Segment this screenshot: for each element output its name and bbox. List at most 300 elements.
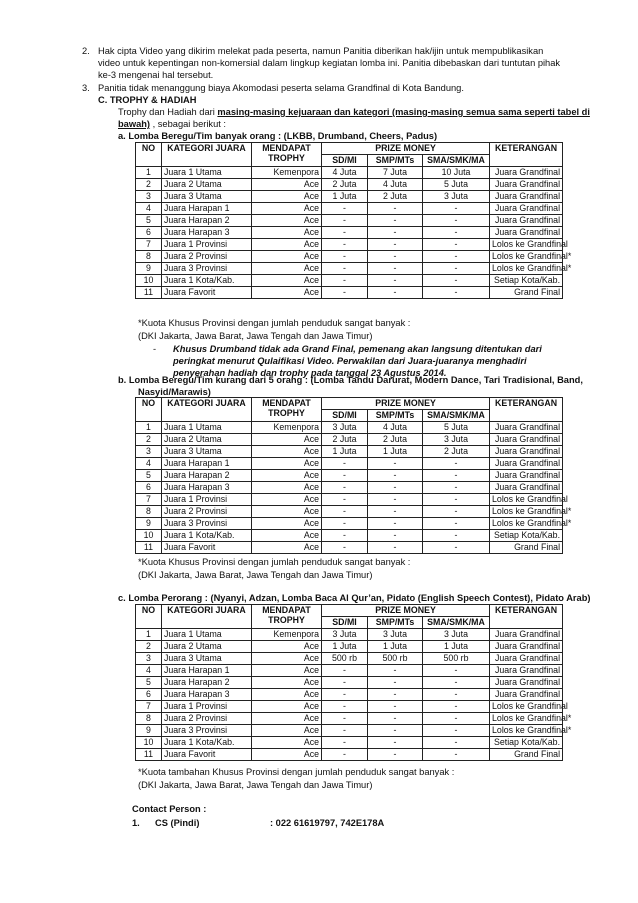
- table-row: [136, 542, 563, 554]
- cell-smp: 1 Juta: [368, 446, 423, 458]
- cell-no: 2: [136, 434, 162, 446]
- cell-trophy: Ace: [252, 251, 322, 263]
- header-sma: SMA/SMK/MA: [423, 410, 490, 422]
- cell-smp: 2 Juta: [368, 434, 423, 446]
- cell-trophy: Ace: [252, 713, 322, 725]
- cell-keterangan: Setiap Kota/Kab.: [490, 530, 563, 542]
- table-row: [136, 518, 563, 530]
- cell-keterangan: Lolos ke Grandfinal*: [490, 518, 563, 530]
- cell-keterangan: Juara Grandfinal: [490, 482, 563, 494]
- table-row: [136, 749, 563, 761]
- cell-trophy: Ace: [252, 227, 322, 239]
- table-row: [136, 203, 563, 215]
- cell-kategori: Juara 1 Utama: [162, 167, 252, 179]
- intro-item-2-text: Hak cipta Video yang dikirim melekat pada peserta, namun Panitia diberikan hak/ijin untuk mempublikasikan video untuk kepentingan non-komersial dalam lingkup kegiatan lomba ini. Panitia dibebaskan dari tuntutan pihak ke-3 mengenai hal tersebut.: [98, 46, 561, 80]
- table-row: [136, 725, 563, 737]
- cell-kategori: Juara Harapan 1: [162, 458, 252, 470]
- cell-trophy: Ace: [252, 203, 322, 215]
- cell-smp: 2 Juta: [368, 191, 423, 203]
- cell-trophy: Ace: [252, 530, 322, 542]
- table-row: [136, 239, 563, 251]
- header-smp: SMP/MTs: [368, 617, 423, 629]
- cell-sma: -: [423, 251, 490, 263]
- cell-no: 1: [136, 422, 162, 434]
- cell-sd: -: [322, 203, 368, 215]
- cell-trophy: Ace: [252, 434, 322, 446]
- cell-sd: -: [322, 239, 368, 251]
- table-row: [136, 677, 563, 689]
- table-row: [136, 482, 563, 494]
- cell-trophy: Ace: [252, 458, 322, 470]
- cell-keterangan: Juara Grandfinal: [490, 203, 563, 215]
- cell-keterangan: Juara Grandfinal: [490, 665, 563, 677]
- table-row: [136, 167, 563, 179]
- header-keterangan: KETERANGAN: [490, 605, 563, 629]
- table-row: [136, 665, 563, 677]
- header-sd: SD/MI: [322, 410, 368, 422]
- cell-no: 9: [136, 263, 162, 275]
- cell-kategori: Juara Harapan 2: [162, 215, 252, 227]
- table-c-title: c. Lomba Perorang : (Nyanyi, Adzan, Lomba Baca Al Qur’an, Pidato (English Speech Contest), Pidato Arab): [118, 593, 591, 603]
- cell-no: 9: [136, 518, 162, 530]
- intro-item-3-text: Panitia tidak menanggung biaya Akomodasi peserta selama Grandfinal di Kota Bandung.: [98, 83, 464, 93]
- cell-no: 8: [136, 713, 162, 725]
- cell-sma: 3 Juta: [423, 629, 490, 641]
- cell-trophy: Ace: [252, 263, 322, 275]
- cell-keterangan: Lolos ke Grandfinal*: [490, 725, 563, 737]
- cell-smp: 3 Juta: [368, 629, 423, 641]
- cell-trophy: Ace: [252, 542, 322, 554]
- section-c-line-1-underlined: masing-masing kejuaraan dan kategori (masing-masing semua sama seperti tabel di: [217, 107, 590, 117]
- cell-trophy: Ace: [252, 641, 322, 653]
- header-prize-money: PRIZE MONEY: [322, 605, 490, 617]
- table-row: [136, 653, 563, 665]
- cell-sd: 3 Juta: [322, 422, 368, 434]
- table-row: [136, 227, 563, 239]
- cell-sma: -: [423, 458, 490, 470]
- cell-sma: -: [423, 263, 490, 275]
- cell-no: 3: [136, 191, 162, 203]
- cell-kategori: Juara 2 Provinsi: [162, 713, 252, 725]
- cell-smp: -: [368, 482, 423, 494]
- cell-smp: -: [368, 677, 423, 689]
- cell-kategori: Juara 2 Provinsi: [162, 251, 252, 263]
- section-c-heading: C. TROPHY & HADIAH: [98, 95, 197, 105]
- header-smp: SMP/MTs: [368, 155, 423, 167]
- cell-kategori: Juara 3 Utama: [162, 446, 252, 458]
- table-row: [136, 737, 563, 749]
- prize-table-a: [135, 142, 572, 299]
- header-trophy: TROPHY: [268, 408, 305, 419]
- cell-keterangan: Juara Grandfinal: [490, 422, 563, 434]
- table-row: [136, 287, 563, 299]
- contact-number: 1.: [132, 818, 140, 828]
- cell-no: 4: [136, 203, 162, 215]
- cell-keterangan: Juara Grandfinal: [490, 434, 563, 446]
- cell-sma: 5 Juta: [423, 179, 490, 191]
- intro-item-2: [82, 46, 562, 82]
- cell-trophy: Ace: [252, 494, 322, 506]
- header-sma: SMA/SMK/MA: [423, 155, 490, 167]
- table-row: [136, 191, 563, 203]
- cell-no: 6: [136, 227, 162, 239]
- cell-no: 4: [136, 458, 162, 470]
- prize-table-c: [135, 604, 572, 761]
- cell-kategori: Juara 1 Provinsi: [162, 239, 252, 251]
- table-a-drumband-text: Khusus Drumband tidak ada Grand Final, pemenang akan langsung ditentukan dari peringkat menurut Qulaifikasi Video. Perwakilan dari Juara-juaranya menghadiri penyerahan hadiah dan trophy pada tanggal 23 Agustus 2014.: [173, 344, 542, 378]
- header-kategori: KATEGORI JUARA: [162, 143, 252, 167]
- cell-smp: -: [368, 689, 423, 701]
- cell-kategori: Juara Harapan 2: [162, 677, 252, 689]
- cell-trophy: Ace: [252, 689, 322, 701]
- table-row: [136, 629, 563, 641]
- cell-sd: -: [322, 665, 368, 677]
- table-row: [136, 275, 563, 287]
- cell-trophy: Ace: [252, 653, 322, 665]
- table-b-title-line-2: Nasyid/Marawis): [138, 387, 211, 397]
- cell-trophy: Ace: [252, 749, 322, 761]
- cell-keterangan: Grand Final: [490, 749, 563, 761]
- table-b-note-1: *Kuota Khusus Provinsi dengan jumlah penduduk sangat banyak :: [138, 557, 411, 567]
- cell-no: 10: [136, 275, 162, 287]
- header-keterangan: KETERANGAN: [490, 143, 563, 167]
- cell-sd: -: [322, 251, 368, 263]
- cell-sma: -: [423, 530, 490, 542]
- cell-sd: 2 Juta: [322, 179, 368, 191]
- header-mendapat-trophy: [252, 398, 322, 422]
- cell-no: 11: [136, 749, 162, 761]
- cell-smp: 4 Juta: [368, 422, 423, 434]
- table-c-note-2: (DKI Jakarta, Jawa Barat, Jawa Tengah dan Jawa Timur): [138, 780, 373, 790]
- cell-sma: 10 Juta: [423, 167, 490, 179]
- cell-sma: -: [423, 227, 490, 239]
- prize-table-b: [135, 397, 572, 554]
- cell-sma: -: [423, 737, 490, 749]
- cell-sd: 1 Juta: [322, 446, 368, 458]
- cell-keterangan: Juara Grandfinal: [490, 677, 563, 689]
- cell-no: 5: [136, 215, 162, 227]
- cell-smp: -: [368, 701, 423, 713]
- table-a-note-1: *Kuota Khusus Provinsi dengan jumlah penduduk sangat banyak :: [138, 318, 411, 328]
- cell-trophy: Ace: [252, 665, 322, 677]
- cell-keterangan: Grand Final: [490, 542, 563, 554]
- table-row: [136, 530, 563, 542]
- table-row: [136, 701, 563, 713]
- cell-sd: -: [322, 227, 368, 239]
- cell-sd: 2 Juta: [322, 434, 368, 446]
- cell-trophy: Ace: [252, 701, 322, 713]
- cell-sd: -: [322, 701, 368, 713]
- intro-item-2-number: 2.: [82, 46, 90, 56]
- cell-sd: 500 rb: [322, 653, 368, 665]
- cell-sd: -: [322, 275, 368, 287]
- cell-trophy: Ace: [252, 677, 322, 689]
- table-row: [136, 470, 563, 482]
- cell-keterangan: Lolos ke Grandfinal*: [490, 713, 563, 725]
- cell-trophy: Ace: [252, 725, 322, 737]
- cell-no: 8: [136, 506, 162, 518]
- cell-keterangan: Lolos ke Grandfinal: [490, 494, 563, 506]
- cell-kategori: Juara 3 Provinsi: [162, 518, 252, 530]
- cell-smp: -: [368, 542, 423, 554]
- table-header-row: [136, 143, 563, 155]
- cell-smp: -: [368, 749, 423, 761]
- cell-smp: -: [368, 494, 423, 506]
- header-smp: SMP/MTs: [368, 410, 423, 422]
- cell-smp: -: [368, 530, 423, 542]
- cell-keterangan: Juara Grandfinal: [490, 629, 563, 641]
- cell-sma: -: [423, 470, 490, 482]
- cell-smp: -: [368, 470, 423, 482]
- cell-kategori: Juara Favorit: [162, 542, 252, 554]
- cell-keterangan: Juara Grandfinal: [490, 458, 563, 470]
- cell-sma: -: [423, 482, 490, 494]
- cell-trophy: Ace: [252, 275, 322, 287]
- cell-no: 6: [136, 482, 162, 494]
- cell-kategori: Juara 1 Kota/Kab.: [162, 530, 252, 542]
- cell-keterangan: Lolos ke Grandfinal*: [490, 251, 563, 263]
- cell-no: 10: [136, 737, 162, 749]
- cell-sd: -: [322, 263, 368, 275]
- header-mendapat-trophy: [252, 143, 322, 167]
- cell-sd: -: [322, 737, 368, 749]
- cell-no: 7: [136, 239, 162, 251]
- cell-sd: -: [322, 458, 368, 470]
- cell-sma: 3 Juta: [423, 191, 490, 203]
- cell-sd: -: [322, 482, 368, 494]
- table-b-title: b. Lomba Beregu/Tim kurang dari 5 orang : (Lomba Tandu Darurat, Modern Dance, Tari Tradisional, Band,: [118, 375, 583, 385]
- cell-kategori: Juara Harapan 3: [162, 227, 252, 239]
- cell-sma: 1 Juta: [423, 641, 490, 653]
- table-row: [136, 506, 563, 518]
- header-no: NO: [136, 143, 162, 167]
- table-a-title: a. Lomba Beregu/Tim banyak orang : (LKBB, Drumband, Cheers, Padus): [118, 131, 438, 141]
- cell-sd: -: [322, 677, 368, 689]
- cell-smp: -: [368, 251, 423, 263]
- cell-no: 2: [136, 641, 162, 653]
- cell-no: 2: [136, 179, 162, 191]
- cell-sd: -: [322, 215, 368, 227]
- cell-trophy: Ace: [252, 737, 322, 749]
- cell-no: 6: [136, 689, 162, 701]
- cell-smp: -: [368, 287, 423, 299]
- cell-trophy: Ace: [252, 239, 322, 251]
- cell-trophy: Ace: [252, 179, 322, 191]
- cell-sd: -: [322, 518, 368, 530]
- cell-keterangan: Grand Final: [490, 287, 563, 299]
- cell-smp: 4 Juta: [368, 179, 423, 191]
- header-no: NO: [136, 605, 162, 629]
- header-kategori: KATEGORI JUARA: [162, 605, 252, 629]
- cell-kategori: Juara 1 Provinsi: [162, 701, 252, 713]
- cell-smp: -: [368, 506, 423, 518]
- cell-no: 3: [136, 653, 162, 665]
- cell-sd: -: [322, 287, 368, 299]
- cell-keterangan: Lolos ke Grandfinal: [490, 701, 563, 713]
- cell-sd: -: [322, 689, 368, 701]
- cell-kategori: Juara 2 Utama: [162, 179, 252, 191]
- cell-kategori: Juara 2 Provinsi: [162, 506, 252, 518]
- cell-kategori: Juara 2 Utama: [162, 434, 252, 446]
- cell-kategori: Juara 3 Provinsi: [162, 263, 252, 275]
- cell-sma: -: [423, 665, 490, 677]
- cell-kategori: Juara 3 Provinsi: [162, 725, 252, 737]
- cell-keterangan: Lolos ke Grandfinal*: [490, 506, 563, 518]
- section-c-line-2: [118, 119, 226, 131]
- header-prize-money: PRIZE MONEY: [322, 143, 490, 155]
- table-row: [136, 263, 563, 275]
- cell-kategori: Juara Harapan 1: [162, 203, 252, 215]
- cell-sma: 5 Juta: [423, 422, 490, 434]
- contact-phone: : 022 61619797, 742E178A: [270, 818, 385, 828]
- cell-kategori: Juara 1 Utama: [162, 422, 252, 434]
- table-a-note-2: (DKI Jakarta, Jawa Barat, Jawa Tengah dan Jawa Timur): [138, 331, 373, 341]
- header-trophy: TROPHY: [268, 153, 305, 164]
- cell-no: 5: [136, 470, 162, 482]
- table-row: [136, 251, 563, 263]
- cell-sma: -: [423, 203, 490, 215]
- cell-kategori: Juara Favorit: [162, 287, 252, 299]
- cell-smp: 1 Juta: [368, 641, 423, 653]
- cell-sma: 3 Juta: [423, 434, 490, 446]
- table-header-row: [136, 398, 563, 410]
- cell-kategori: Juara 1 Kota/Kab.: [162, 737, 252, 749]
- cell-no: 3: [136, 446, 162, 458]
- table-row: [136, 713, 563, 725]
- cell-kategori: Juara 1 Kota/Kab.: [162, 275, 252, 287]
- section-c-line-2-underlined: bawah): [118, 119, 151, 129]
- cell-keterangan: Setiap Kota/Kab.: [490, 275, 563, 287]
- cell-trophy: Ace: [252, 518, 322, 530]
- cell-sma: -: [423, 506, 490, 518]
- cell-sma: -: [423, 275, 490, 287]
- cell-sma: -: [423, 713, 490, 725]
- cell-keterangan: Juara Grandfinal: [490, 653, 563, 665]
- cell-sma: -: [423, 542, 490, 554]
- table-row: [136, 641, 563, 653]
- section-c-line-1: [118, 107, 590, 119]
- cell-sd: -: [322, 506, 368, 518]
- cell-keterangan: Juara Grandfinal: [490, 167, 563, 179]
- cell-kategori: Juara Harapan 2: [162, 470, 252, 482]
- table-row: [136, 422, 563, 434]
- header-sd: SD/MI: [322, 617, 368, 629]
- cell-sd: -: [322, 749, 368, 761]
- cell-trophy: Kemenpora: [252, 629, 322, 641]
- cell-sd: 1 Juta: [322, 641, 368, 653]
- cell-sd: 3 Juta: [322, 629, 368, 641]
- cell-keterangan: Lolos ke Grandfinal*: [490, 263, 563, 275]
- cell-trophy: Ace: [252, 506, 322, 518]
- cell-trophy: Ace: [252, 287, 322, 299]
- cell-keterangan: Juara Grandfinal: [490, 215, 563, 227]
- cell-kategori: Juara Harapan 3: [162, 482, 252, 494]
- cell-smp: -: [368, 203, 423, 215]
- cell-keterangan: Juara Grandfinal: [490, 641, 563, 653]
- cell-sd: -: [322, 494, 368, 506]
- cell-keterangan: Juara Grandfinal: [490, 179, 563, 191]
- cell-keterangan: Juara Grandfinal: [490, 191, 563, 203]
- section-c-line-1-prefix: Trophy dan Hadiah dari: [118, 107, 218, 117]
- table-row: [136, 494, 563, 506]
- cell-kategori: Juara 3 Utama: [162, 191, 252, 203]
- cell-kategori: Juara Favorit: [162, 749, 252, 761]
- header-sma: SMA/SMK/MA: [423, 617, 490, 629]
- cell-keterangan: Lolos ke Grandfinal: [490, 239, 563, 251]
- cell-no: 5: [136, 677, 162, 689]
- table-b-note-2: (DKI Jakarta, Jawa Barat, Jawa Tengah dan Jawa Timur): [138, 570, 373, 580]
- cell-kategori: Juara 1 Provinsi: [162, 494, 252, 506]
- cell-keterangan: Setiap Kota/Kab.: [490, 737, 563, 749]
- cell-sma: -: [423, 494, 490, 506]
- cell-smp: -: [368, 458, 423, 470]
- cell-sd: -: [322, 713, 368, 725]
- cell-smp: -: [368, 275, 423, 287]
- table-row: [136, 458, 563, 470]
- header-prize-money: PRIZE MONEY: [322, 398, 490, 410]
- cell-trophy: Ace: [252, 446, 322, 458]
- cell-sma: -: [423, 518, 490, 530]
- header-mendapat: MENDAPAT: [262, 143, 311, 153]
- cell-no: 1: [136, 629, 162, 641]
- cell-kategori: Juara Harapan 3: [162, 689, 252, 701]
- cell-no: 8: [136, 251, 162, 263]
- cell-smp: -: [368, 215, 423, 227]
- cell-sma: 2 Juta: [423, 446, 490, 458]
- cell-kategori: Juara 2 Utama: [162, 641, 252, 653]
- cell-smp: -: [368, 725, 423, 737]
- cell-sma: -: [423, 215, 490, 227]
- cell-sma: -: [423, 701, 490, 713]
- intro-item-3: [82, 83, 562, 95]
- cell-sd: -: [322, 542, 368, 554]
- header-trophy: TROPHY: [268, 615, 305, 626]
- cell-smp: -: [368, 713, 423, 725]
- cell-trophy: Kemenpora: [252, 167, 322, 179]
- cell-trophy: Ace: [252, 191, 322, 203]
- cell-smp: -: [368, 518, 423, 530]
- section-c-line-2-suffix: , sebagai berikut :: [150, 119, 226, 129]
- cell-sd: -: [322, 725, 368, 737]
- cell-sma: -: [423, 689, 490, 701]
- intro-item-3-number: 3.: [82, 83, 90, 93]
- cell-kategori: Juara Harapan 1: [162, 665, 252, 677]
- cell-keterangan: Juara Grandfinal: [490, 470, 563, 482]
- cell-keterangan: Juara Grandfinal: [490, 227, 563, 239]
- cell-keterangan: Juara Grandfinal: [490, 446, 563, 458]
- header-mendapat: MENDAPAT: [262, 605, 311, 615]
- cell-smp: -: [368, 263, 423, 275]
- cell-smp: -: [368, 239, 423, 251]
- header-mendapat: MENDAPAT: [262, 398, 311, 408]
- cell-trophy: Ace: [252, 482, 322, 494]
- contact-name: CS (Pindi): [155, 818, 200, 828]
- table-row: [136, 215, 563, 227]
- cell-no: 11: [136, 542, 162, 554]
- header-no: NO: [136, 398, 162, 422]
- cell-no: 9: [136, 725, 162, 737]
- header-sd: SD/MI: [322, 155, 368, 167]
- cell-sma: -: [423, 677, 490, 689]
- table-row: [136, 689, 563, 701]
- contact-heading: Contact Person :: [132, 804, 207, 814]
- table-header-row: [136, 605, 563, 617]
- cell-no: 7: [136, 494, 162, 506]
- cell-no: 4: [136, 665, 162, 677]
- cell-sd: 4 Juta: [322, 167, 368, 179]
- table-a-drumband-dash: -: [153, 344, 157, 354]
- cell-no: 10: [136, 530, 162, 542]
